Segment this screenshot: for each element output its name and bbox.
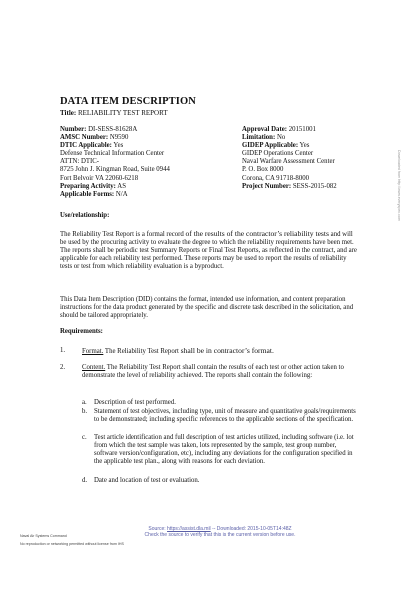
document-subtitle	[60, 109, 168, 117]
gidep-address-line: GIDEP Operations Center	[242, 150, 314, 158]
requirement-1-text	[82, 347, 358, 356]
dtic-address-line: Fort Belvoir VA 22060-6218	[60, 174, 139, 182]
use-paragraph-1-start: The Reliability Test Report is a formal record	[60, 231, 186, 238]
list-item-letter: a.	[82, 399, 87, 406]
use-paragraph-1	[60, 230, 358, 271]
approval-date-value: 20151001	[288, 126, 316, 133]
requirement-1-body: The Reliability Test Report	[103, 348, 181, 355]
number-value: DI-SESS-81628A	[88, 126, 138, 133]
list-item-text: Test article identification and full description of test articles utilized, including software (i.e. lot from which the test sample was taken, lots represented by the sample, test group number, software version/configuration, etc), including any deviations for the configuration specified in the applicable test plan., along with reasons for each deviation.	[94, 434, 354, 466]
use-paragraph-1-rest: and will be used by the procuring activity to evaluate the degree to which the reliability requirements have been met. The reports shall be periodic test Summary Reports or Final Test Reports, as reflected in the contract, and are applicable for each reliability test performed. These reports may be used to report the results of reliability tests or test from which reliability evaluation is a byproduct.	[60, 231, 357, 271]
footer-source-link[interactable]: https://assist.dla.mil	[167, 526, 211, 532]
left-metadata-block	[60, 126, 240, 199]
dtic-address-line: Defense Technical Information Center	[60, 150, 165, 158]
amsc-label: AMSC Number:	[60, 134, 109, 142]
list-item-letter: d.	[82, 477, 88, 484]
requirement-1-emphasis: shall be in contractor’s format.	[180, 346, 274, 355]
gidep-address-line: Corona, CA 91718-8000	[242, 174, 310, 182]
requirements-heading: Requirements:	[60, 328, 103, 335]
project-number-label: Project Number:	[242, 182, 292, 190]
gidep-address-line: P. O. Box 8000	[242, 166, 284, 174]
preparing-activity-value: AS	[117, 182, 126, 190]
approval-date-label: Approval Date:	[242, 126, 287, 133]
list-item-letter: b.	[82, 408, 88, 415]
requirement-2-text	[82, 364, 358, 380]
use-paragraph-2: This Data Item Description (DID) contains the format, intended use information, and content preparation instructions for the data product generated by the specific and discrete task described in the solicitation, and should be tailored appropriately.	[60, 296, 354, 320]
requirement-2-number: 2.	[60, 364, 66, 371]
document-title: DATA ITEM DESCRIPTION	[60, 96, 196, 107]
preparing-activity-label: Preparing Activity:	[60, 182, 116, 190]
limitation-label: Limitation:	[242, 134, 276, 142]
limitation-value: No	[276, 134, 286, 142]
right-metadata-block	[242, 126, 382, 191]
subtitle-label: Title:	[60, 109, 77, 117]
requirement-2-body: The Reliability Test Report shall contain the results of each test or other action taken to demonstrate the level of reliability achieved. The reports shall contain the following:	[82, 364, 344, 380]
gidep-address-line: Naval Warfare Assessment Center	[242, 158, 335, 166]
number-label: Number:	[60, 126, 87, 133]
list-item-text: Description of test performed.	[94, 399, 176, 406]
dtic-address-line: ATTN: DTIC-	[60, 158, 100, 166]
use-paragraph-1-emphasis: of the results of the contractor’s reliability tests	[185, 229, 329, 238]
requirement-2-label: Content.	[82, 364, 106, 371]
gidep-value: Yes	[299, 142, 310, 150]
download-watermark: Downloaded from http://www.everyspec.com	[397, 150, 401, 221]
footer-publisher: Naval Air Systems Command	[20, 534, 67, 538]
list-item-letter: c.	[82, 434, 87, 441]
project-number-value: SESS-2015-082	[292, 182, 337, 190]
amsc-value: N9590	[109, 134, 129, 142]
gidep-label: GIDEP Applicable:	[242, 142, 299, 150]
dtic-address-line: 8725 John J. Kingman Road, Suite 0944	[60, 166, 170, 174]
use-relationship-heading: Use/relationship:	[60, 212, 110, 219]
dtic-label: DTIC Applicable:	[60, 142, 112, 150]
footer-verify-notice: Check the source to verify that this is the current version before use.	[144, 532, 296, 538]
dtic-value: Yes	[113, 142, 124, 150]
subtitle-value: RELIABILITY TEST REPORT	[77, 109, 168, 117]
requirement-1-label: Format.	[82, 348, 104, 355]
footer-license-note: No reproduction or networking permitted without license from IHS	[20, 542, 124, 546]
footer-source-label: Source:	[148, 526, 168, 532]
footer-download-stamp: -- Downloaded: 2015-10-05T14:48Z	[210, 526, 292, 532]
applicable-forms-label: Applicable Forms:	[60, 190, 115, 198]
list-item-text: Date and location of test or evaluation.	[94, 477, 200, 484]
applicable-forms-value: N/A	[115, 190, 128, 198]
requirement-1-number: 1.	[60, 347, 66, 354]
list-item-text: Statement of test objectives, including type, unit of measure and quantitative goals/requirements to be demonstrated; including specific references to the applicable sections of the specification.	[94, 408, 356, 424]
footer-source-notice	[120, 526, 320, 538]
